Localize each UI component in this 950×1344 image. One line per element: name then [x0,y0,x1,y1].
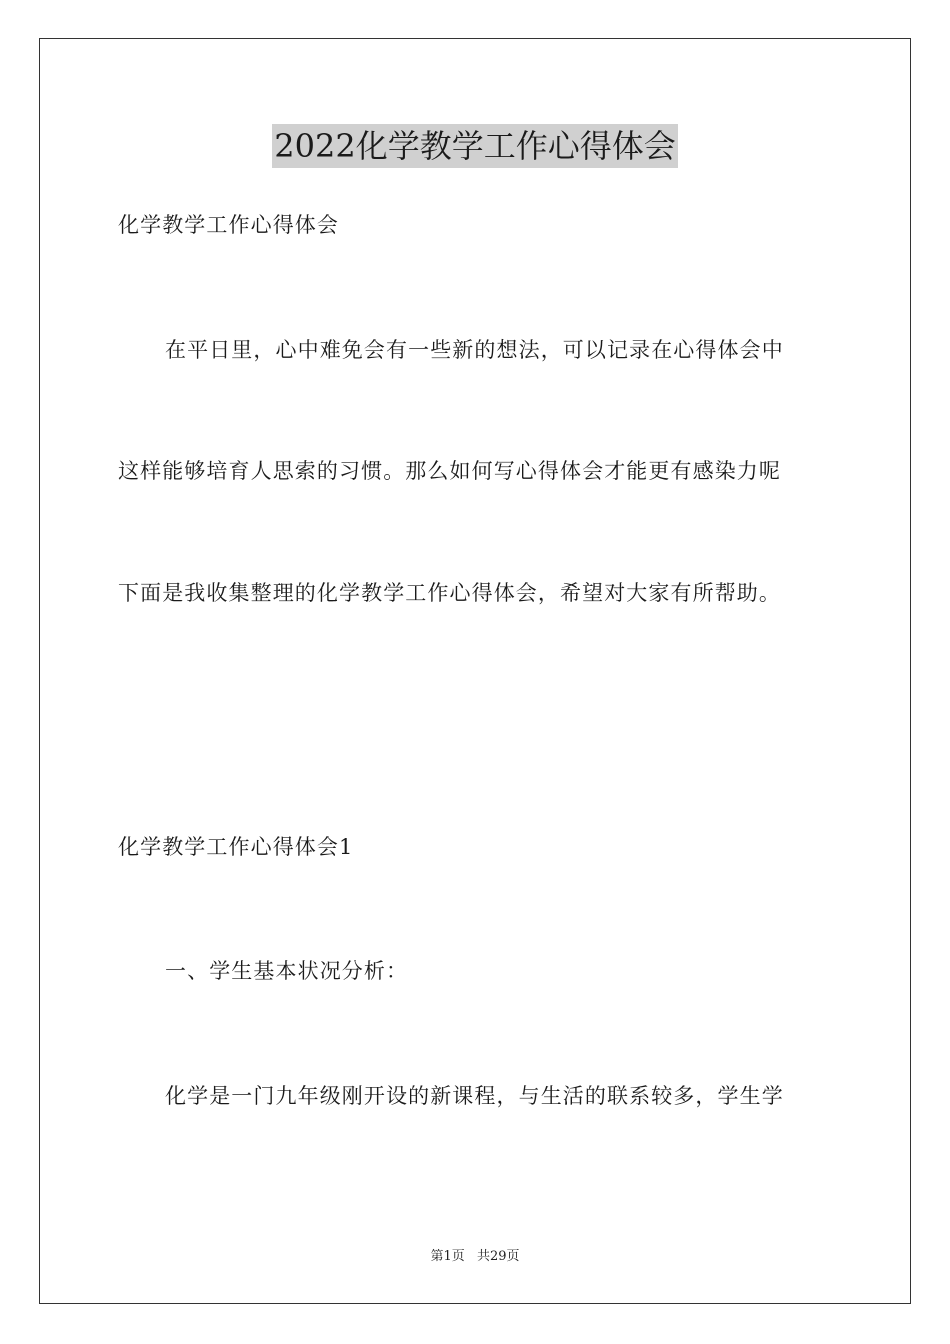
page-number: 第1页 [430,1249,465,1264]
paragraph-line-2: 这样能够培育人思索的习惯。那么如何写心得体会才能更有感染力呢 [118,459,781,483]
total-pages: 共29页 [476,1249,520,1264]
paragraph-line-4: 化学是一门九年级刚开设的新课程，与生活的联系较多，学生学 [165,1084,784,1108]
page-footer [0,1248,950,1266]
section-heading: 化学教学工作心得体会1 [118,835,354,859]
subsection-heading: 一、学生基本状况分析： [165,959,409,983]
paragraph-line-1: 在平日里，心中难免会有一些新的想法，可以记录在心得体会中 [165,338,784,362]
subtitle-line: 化学教学工作心得体会 [118,213,339,237]
title-container [0,124,950,168]
paragraph-line-3: 下面是我收集整理的化学教学工作心得体会，希望对大家有所帮助。 [118,581,781,605]
document-title: 2022化学教学工作心得体会 [272,124,677,168]
